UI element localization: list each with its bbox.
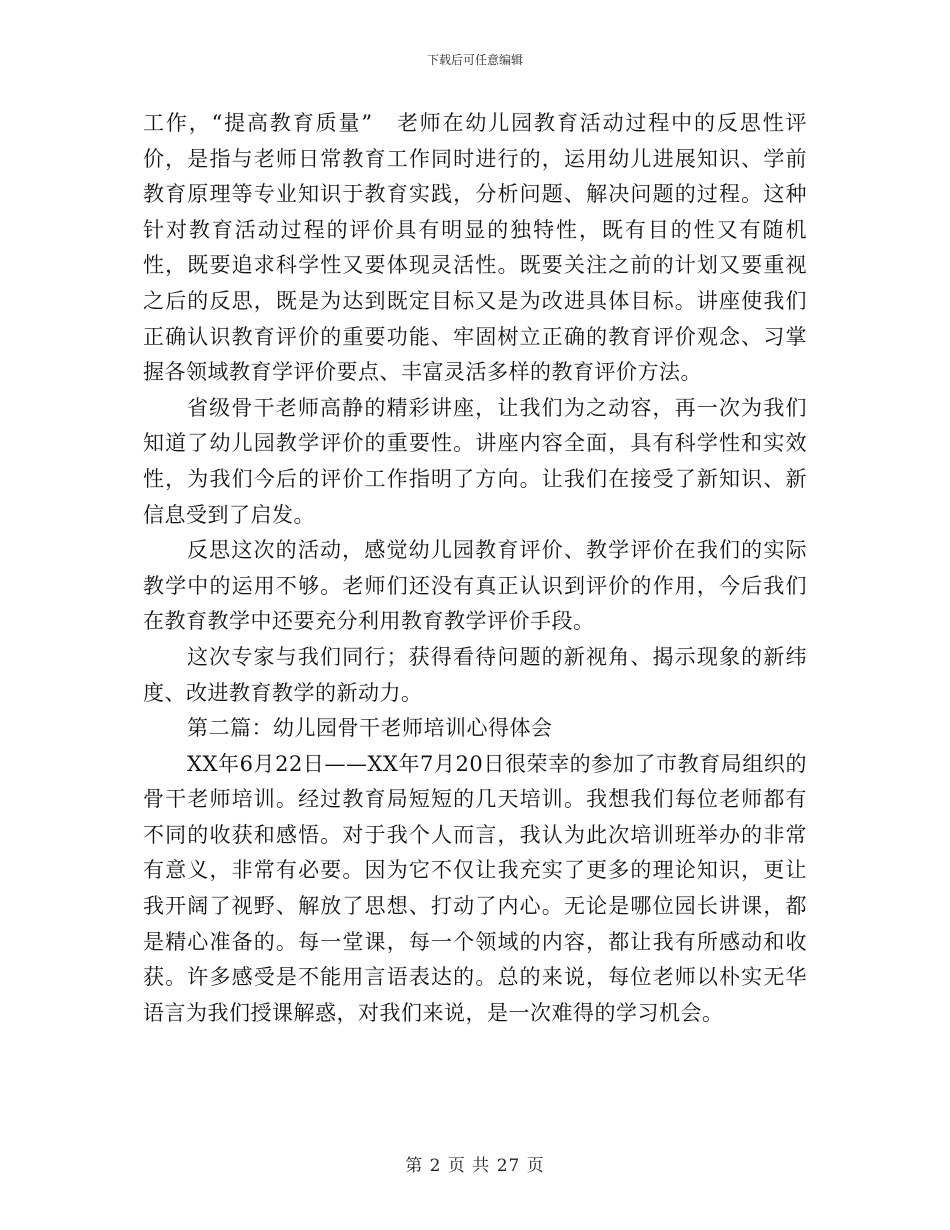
paragraph-2: 省级骨干老师高静的精彩讲座，让我们为之动容，再一次为我们知道了幼儿园教学评价的重要性。讲座内容全面，具有科学性和实效性，为我们今后的评价工作指明了方向。让我们在接受了新知识、新信息受到了启发。 bbox=[143, 395, 807, 527]
page-number: 第 2 页 共 27 页 bbox=[405, 1156, 545, 1176]
paragraph-1: 工作，“提高教育质量” 老师在幼儿园教育活动过程中的反思性评价，是指与老师日常教育工作同时进行的，运用幼儿进展知识、学前教育原理等专业知识于教育实践，分析问题、解决问题的过程。这种针对教育活动过程的评价具有明显的独特性，既有目的性又有随机性，既要追求科学性又要体现灵活性。既要关注之前的计划又要重视之后的反思，既是为达到既定目标又是为改进具体目标。讲座使我们正确认识教育评价的重要功能、牢固树立正确的教育评价观念、习掌握各领域教育学评价要点、丰富灵活多样的教育评价方法。 bbox=[143, 111, 807, 385]
page-header-note: 下载后可任意编辑 bbox=[426, 53, 523, 67]
section-heading: 第二篇：幼儿园骨干老师培训心得体会 bbox=[187, 716, 553, 741]
paragraph-5: XX年6月22日——XX年7月20日很荣幸的参加了市教育局组织的骨干老师培训。经过教育局短短的几天培训。我想我们每位老师都有不同的收获和感悟。对于我个人而言，我认为此次培训班举办的非常有意义，非常有必要。因为它不仅让我充实了更多的理论知识，更让我开阔了视野、解放了思想、打动了内心。无论是哪位园长讲课，都是精心准备的。每一堂课，每一个领域的内容，都让我有所感动和收获。许多感受是不能用言语表达的。总的来说，每位老师以朴实无华语言为我们授课解惑，对我们来说，是一次难得的学习机会。 bbox=[143, 751, 807, 1025]
document-body bbox=[143, 106, 807, 1031]
paragraph-4: 这次专家与我们同行；获得看待问题的新视角、揭示现象的新纬度、改进教育教学的新动力。 bbox=[143, 644, 807, 705]
paragraph-3: 反思这次的活动，感觉幼儿园教育评价、教学评价在我们的实际教学中的运用不够。老师们还没有真正认识到评价的作用，今后我们在教育教学中还要充分利用教育教学评价手段。 bbox=[143, 538, 807, 634]
